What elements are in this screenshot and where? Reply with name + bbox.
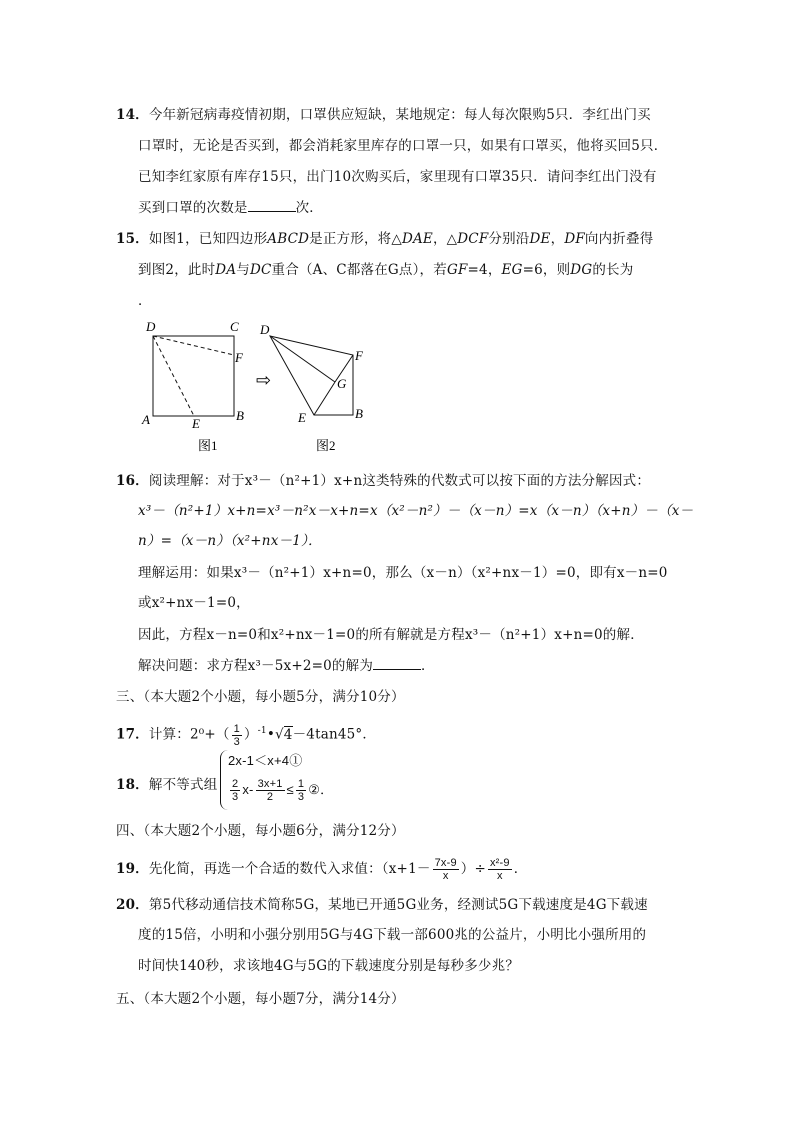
q18-inequality-1: 2x-1＜x+4① — [228, 753, 303, 768]
q15-t1e: ，△ — [432, 231, 458, 247]
q15-line1 — [116, 230, 653, 248]
q17-text-d: －4tan45°． — [292, 726, 377, 743]
q16-text-1: 阅读理解：对于x³－（n²+1）x+n这类特殊的代数式可以按下面的方法分解因式： — [148, 473, 651, 489]
q20-text-1: 第5代移动通信技术简称5G，某地已开通5G业务，经测试5G下载速度是4G下载速 — [148, 897, 648, 913]
q15-t2d: DC — [249, 262, 272, 278]
sqrt-icon: √ — [274, 726, 284, 743]
q19-end: ． — [513, 861, 528, 877]
q17-sqrt-value: 4 — [283, 726, 293, 743]
q15-t1f: DCF — [457, 231, 489, 247]
q14-text-4b: 次． — [295, 200, 324, 216]
q19-line — [116, 857, 527, 882]
fig1-label-B: B — [236, 408, 244, 423]
fig2-label-G: G — [337, 376, 347, 391]
q15-t2h: EG — [501, 262, 523, 278]
q18-inequality-2 — [228, 778, 333, 803]
fig2-label-B: B — [355, 406, 363, 421]
q18-label: 解不等式组 — [148, 777, 218, 793]
q20-line3: 时间快140秒，求该地4G与5G的下载速度分别是每秒多少兆？ — [138, 958, 520, 974]
fig2-label-D: D — [260, 322, 270, 337]
fig2-label-F: F — [355, 348, 363, 363]
q19-f1-top: 7x-9 — [434, 857, 457, 869]
section-3-header: 三、（本大题2个小题，每小题5分，满分10分） — [116, 689, 405, 705]
fig1-line-DF — [153, 336, 234, 355]
q19-f2-bot: x — [497, 870, 503, 882]
q19-f1-bot: x — [442, 870, 449, 882]
q17-text-a: 计算：2⁰+（ — [148, 726, 230, 743]
q18-x: x- — [242, 781, 254, 797]
q19-text-a: 先化简，再选一个合适的数代入求值：（x+1－ — [148, 861, 431, 877]
fold-arrow-icon: ⇨ — [256, 370, 272, 390]
q15-figures — [136, 316, 376, 456]
q19-frac-2 — [488, 857, 512, 882]
q15-t2e: 重合（A、C都落在G点），若 — [271, 262, 447, 278]
fig2-caption: 图2 — [316, 438, 336, 453]
q18-le: ≤ — [286, 781, 294, 797]
q18-f3-bot: 3 — [297, 791, 305, 803]
fig2-line-EG — [314, 382, 335, 415]
q16-line7 — [138, 657, 435, 675]
q15-t2k: 的长为 — [592, 262, 634, 278]
q18-frac-3 — [296, 778, 306, 803]
q16-line3: n）=（x－n）（x²+nx－1）． — [138, 533, 322, 549]
fig1-line-DE — [153, 336, 194, 416]
q19-text-b: ）÷ — [460, 861, 486, 877]
q15-line3: ． — [138, 293, 152, 309]
q17-frac-bot: 3 — [233, 735, 240, 748]
section-5-header: 五、（本大题2个小题，每小题7分，满分14分） — [116, 991, 405, 1007]
q20-line1 — [116, 896, 648, 914]
q20-number: 20． — [116, 897, 149, 913]
q14-line1 — [116, 106, 651, 124]
q16-answer-blank[interactable] — [373, 657, 421, 670]
q18-line — [116, 776, 217, 794]
q18-frac-2 — [256, 778, 285, 803]
q15-t1k: 向内折叠得 — [584, 231, 654, 247]
q19-number: 19． — [116, 861, 149, 877]
q16-line5: 或x²+nx－1=0， — [138, 595, 250, 611]
q18-f3-top: 1 — [297, 778, 305, 790]
q15-t2c: 与 — [236, 262, 250, 278]
q15-line2 — [138, 261, 633, 279]
fig1-label-E: E — [192, 416, 200, 431]
fig1-label-C: C — [230, 319, 239, 334]
q16-line2: x³－（n²+1）x+n=x³－n²x－x+n=x（x²－n²）－（x－n）=x（x－n）（x+n）－（x－ — [138, 503, 694, 519]
fig1-label-A: A — [142, 412, 150, 427]
q17-text-b: ） — [243, 726, 258, 743]
q17-dot: • — [266, 726, 275, 743]
q17-frac-top: 1 — [233, 722, 240, 735]
section-4-header: 四、（本大题2个小题，每小题6分，满分12分） — [116, 823, 405, 839]
fig2-label-E: E — [298, 410, 306, 425]
q18-f2-top: 3x+1 — [257, 778, 283, 790]
q15-t2f: GF — [446, 262, 468, 278]
q18-f1-top: 2 — [232, 778, 239, 790]
q20-line2: 度的15倍，小明和小强分别用5G与4G下载一部600兆的公益片，小明比小强所用的 — [138, 927, 647, 943]
q15-t1b: ABCD — [267, 231, 310, 247]
fig2-line-DG — [270, 336, 335, 382]
q18-f2-bot: 2 — [266, 791, 274, 803]
fig1-caption: 图1 — [198, 438, 218, 453]
q15-t1a: 如图1，已知四边形 — [148, 231, 268, 247]
q14-text-4a: 买到口罩的次数是 — [138, 200, 248, 216]
q18-frac-1 — [230, 778, 240, 803]
q16-text-7a: 解决问题：求方程x³－5x+2=0的解为 — [138, 658, 374, 674]
q15-number: 15． — [116, 231, 149, 247]
q15-t1i: ， — [550, 231, 565, 247]
q14-line3: 已知李红家原有库存15只，出门10次购买后，家里现有口罩35只．请问李红出门没有 — [138, 169, 657, 185]
q17-fraction — [232, 723, 242, 748]
q15-t1g: 分别沿 — [488, 231, 530, 247]
q15-t2a: 到图2，此时 — [138, 262, 216, 278]
q14-line4 — [138, 199, 323, 217]
q18-number: 18． — [116, 777, 149, 793]
q15-t2b: DA — [215, 262, 237, 278]
q16-line4: 理解运用：如果x³－（n²+1）x+n=0，那么（x－n）（x²+nx－1）=0，即有x－n=0 — [138, 565, 668, 581]
q15-t1h: DE — [529, 231, 551, 247]
q15-t1j: DF — [564, 231, 585, 247]
q16-line6: 因此，方程x－n=0和x²+nx－1=0的所有解就是方程x³－（n²+1）x+n=0的解． — [138, 627, 644, 643]
q14-answer-blank[interactable] — [248, 199, 296, 212]
q18-f1-bot: 3 — [232, 791, 239, 803]
q17-number: 17． — [116, 726, 149, 743]
q19-frac-1 — [433, 857, 459, 882]
q17-line — [116, 722, 376, 748]
q18-mark-2: ② — [308, 781, 321, 797]
q18-end: ． — [320, 781, 334, 797]
fig1-square — [153, 336, 234, 416]
q16-line1 — [116, 472, 650, 490]
q14-text-1: 今年新冠病毒疫情初期，口罩供应短缺，某地规定：每人每次限购5只．李红出门买 — [148, 107, 651, 123]
q15-t2j: DG — [570, 262, 593, 278]
q15-t2g: =4， — [467, 262, 502, 278]
q16-number: 16． — [116, 473, 149, 489]
q14-line2: 口罩时，无论是否买到，都会消耗家里库存的口罩一只，如果有口罩买，他将买回5只． — [138, 138, 668, 154]
fig1-label-F: F — [235, 350, 243, 365]
q19-f2-top: x²-9 — [489, 857, 510, 869]
q17-exponent: -1 — [257, 726, 267, 736]
q15-t1d: DAE — [401, 231, 433, 247]
q14-number: 14． — [116, 107, 149, 123]
q15-t2i: =6，则 — [522, 262, 571, 278]
fig1-label-D: D — [146, 319, 156, 334]
q15-t1c: 是正方形，将△ — [309, 231, 402, 247]
q16-text-7b: ． — [421, 658, 435, 674]
